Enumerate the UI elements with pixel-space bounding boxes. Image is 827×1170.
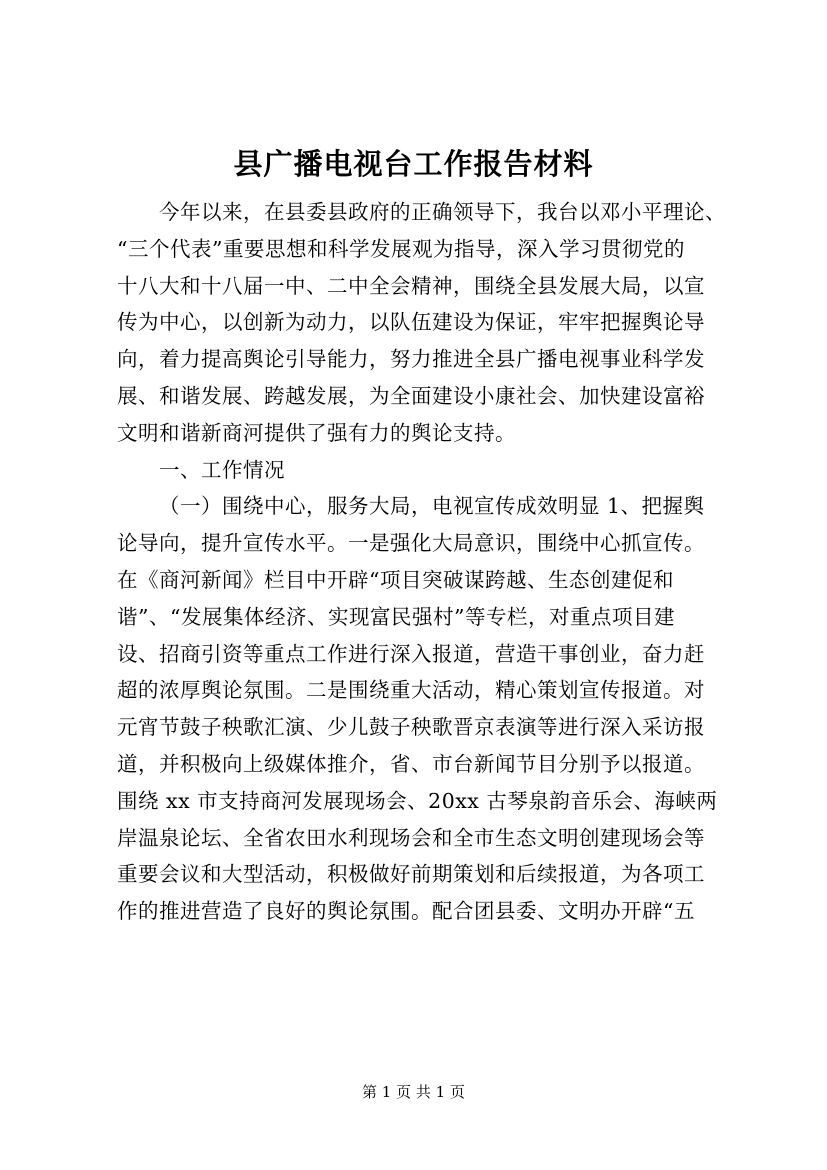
body-line: “三个代表”重要思想和科学发展观为指导，深入学习贯彻党的 (117, 236, 685, 261)
body-line: 十八大和十八届一中、二中全会精神，围绕全县发展大局，以宣 (117, 273, 705, 298)
body-line: 超的浓厚舆论氛围。二是围绕重大活动，精心策划宣传报道。对 (117, 678, 705, 703)
body-line: 重要会议和大型活动，积极做好前期策划和后续报道，为各项工 (117, 862, 705, 887)
body-line: （一）围绕中心，服务大局，电视宣传成效明显 1、把握舆 (159, 494, 705, 519)
body-line: 传为中心，以创新为动力，以队伍建设为保证，牢牢把握舆论导 (117, 310, 705, 335)
body-line: 文明和谐新商河提供了强有力的舆论支持。 (117, 420, 516, 445)
body-line: 作的推进营造了良好的舆论氛围。配合团县委、文明办开辟“五 (117, 899, 695, 924)
body-line: 今年以来，在县委县政府的正确领导下，我台以邓小平理论、 (159, 200, 726, 224)
body-line: 在《商河新闻》栏目中开辟“项目突破谋跨越、生态创建促和 (117, 567, 674, 592)
body-line: 围绕 xx 市支持商河发展现场会、20xx 古琴泉韵音乐会、海峡两 (117, 788, 718, 813)
page-number-footer: 第 1 页 共 1 页 (362, 1083, 465, 1101)
body-line: 元宵节鼓子秧歌汇演、少儿鼓子秧歌晋京表演等进行深入采访报 (117, 715, 705, 740)
body-line: 岸温泉论坛、全省农田水利现场会和全市生态文明创建现场会等 (117, 825, 705, 850)
document-title: 县广播电视台工作报告材料 (233, 147, 594, 181)
body-line: 道，并积极向上级媒体推介，省、市台新闻节目分别予以报道。 (117, 751, 705, 776)
section-heading: 一、工作情况 (159, 457, 285, 482)
body-line: 展、和谐发展、跨越发展，为全面建设小康社会、加快建设富裕 (117, 383, 705, 408)
document-body (117, 194, 737, 930)
body-line: 向，着力提高舆论引导能力，努力推进全县广播电视事业科学发 (117, 347, 705, 372)
body-line: 设、招商引资等重点工作进行深入报道，营造干事创业，奋力赶 (117, 641, 705, 666)
body-line: 谐”、“发展集体经济、实现富民强村”等专栏，对重点项目建 (117, 604, 675, 629)
body-line: 论导向，提升宣传水平。一是强化大局意识，围绕中心抓宣传。 (117, 531, 705, 556)
